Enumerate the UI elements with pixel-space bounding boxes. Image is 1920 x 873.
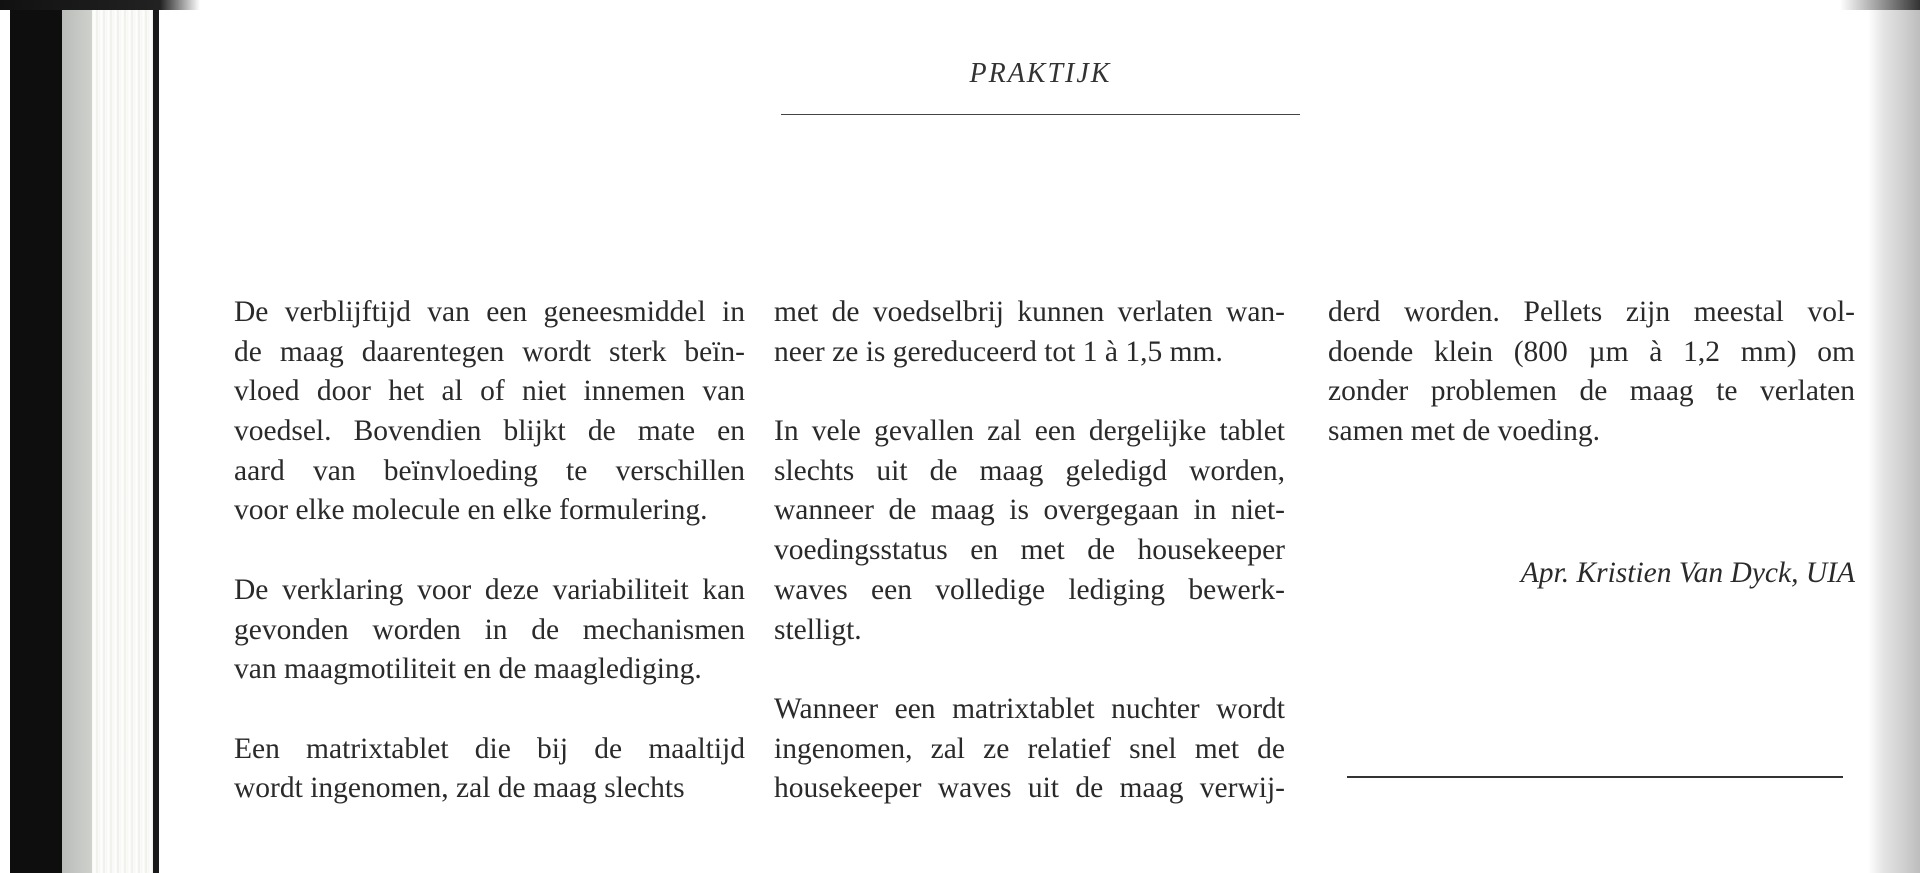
book-cover-edge xyxy=(10,10,62,873)
page-edge-shadow xyxy=(62,10,92,873)
text-line: De verblijftijd van een geneesmiddel in xyxy=(234,296,745,328)
text-line: voedsel. Bovendien blijkt de mate en xyxy=(234,415,745,448)
text-column-3 xyxy=(1328,293,1855,491)
text-line: Wanneer een matrixtablet nuchter wordt xyxy=(774,692,1285,725)
text-line: derd worden. Pellets zijn meestal vol- xyxy=(1328,296,1855,328)
page-stack-edges xyxy=(92,10,153,873)
text-line: housekeeper waves uit de maag verwij- xyxy=(774,772,1285,805)
page-curl-shadow xyxy=(1868,10,1920,873)
scan-top-edge xyxy=(0,0,1920,10)
author-signature: Apr. Kristien Van Dyck, UIA xyxy=(1520,557,1855,589)
running-header: PRAKTIJK xyxy=(969,58,1112,89)
text-line: ingenomen, zal ze relatief snel met de xyxy=(774,732,1285,765)
text-line: zonder problemen de maag te verlaten xyxy=(1328,375,1855,408)
text-line: voedingsstatus en met de housekeeper xyxy=(774,534,1285,567)
text-line: In vele gevallen zal een dergelijke tablet xyxy=(774,415,1285,448)
text-column-2 xyxy=(774,293,1285,849)
text-line: Een matrixtablet die bij de maaltijd xyxy=(234,732,745,765)
header-rule xyxy=(781,114,1300,115)
text-line: de maag daarentegen wordt sterk beïn- xyxy=(234,335,745,368)
text-line: neer ze is gereduceerd tot 1 à 1,5 mm. xyxy=(774,335,1223,368)
text-line: vloed door het al of niet innemen van xyxy=(234,375,745,408)
gutter-line xyxy=(153,10,159,873)
paragraph xyxy=(1328,293,1855,452)
paragraph xyxy=(234,293,745,531)
text-line: samen met de voeding. xyxy=(1328,415,1600,448)
text-line: voor elke molecule en elke formulering. xyxy=(234,494,708,527)
text-column-1 xyxy=(234,293,745,849)
text-line: aard van beïnvloeding te verschillen xyxy=(234,454,745,487)
paragraph xyxy=(234,730,745,809)
text-line: van maagmotiliteit en de maaglediging. xyxy=(234,653,702,686)
text-line: stelligt. xyxy=(774,613,862,646)
text-line: wordt ingenomen, zal de maag slechts xyxy=(234,772,685,805)
text-line: gevonden worden in de mechanismen xyxy=(234,613,745,646)
text-line: met de voedselbrij kunnen verlaten wan- xyxy=(774,296,1285,328)
text-line: wanneer de maag is overgegaan in niet- xyxy=(774,494,1285,527)
paragraph xyxy=(774,690,1285,809)
text-line: slechts uit de maag geledigd worden, xyxy=(774,454,1285,487)
text-line: De verklaring voor deze variabiliteit kan xyxy=(234,573,745,606)
paragraph xyxy=(234,571,745,690)
text-line: waves een volledige lediging bewerk- xyxy=(774,573,1285,606)
paragraph xyxy=(774,293,1285,372)
text-line: doende klein (800 µm à 1,2 mm) om xyxy=(1328,335,1855,368)
paragraph xyxy=(774,412,1285,650)
scan-margin xyxy=(0,0,10,873)
end-rule xyxy=(1347,776,1843,778)
